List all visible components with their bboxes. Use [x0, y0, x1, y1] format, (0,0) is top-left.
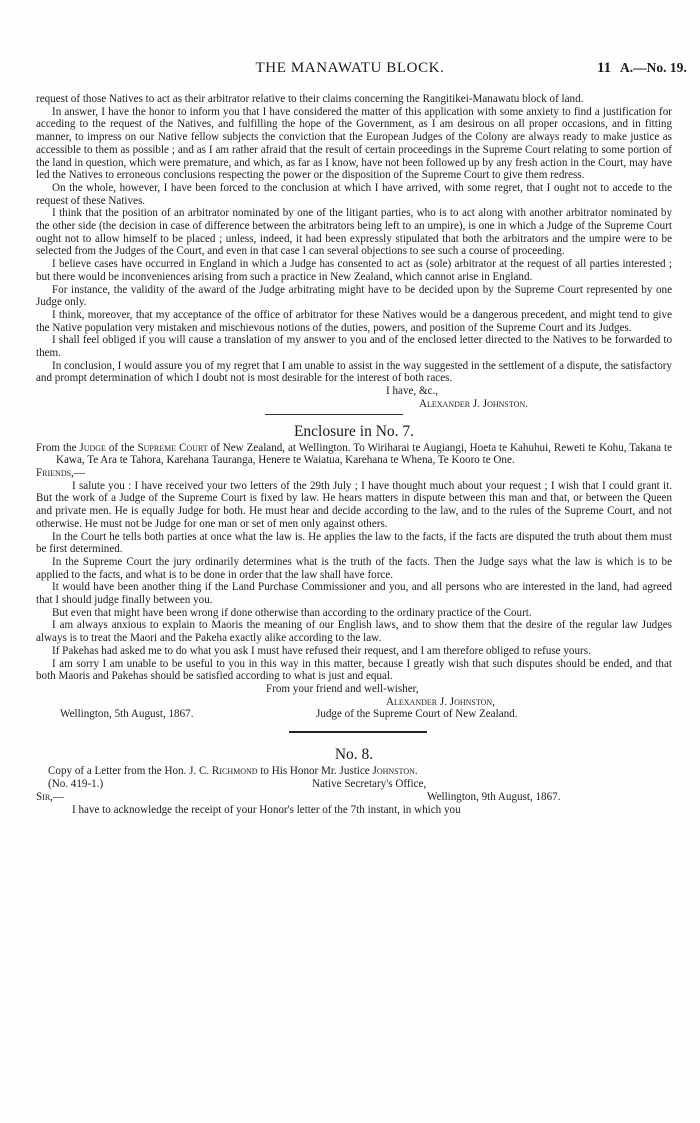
page-header: [0, 62, 700, 82]
enclosure-paragraph: It would have been another thing if the Land Purchase Commissioner and you, and all persons who are interested in the land, had agreed that I should judge finally between you.: [36, 581, 672, 607]
enclosure-paragraph: But even that might have been wrong if done otherwise than according to the ordinary practice of the Court.: [52, 606, 532, 619]
letter-continued: [36, 93, 672, 411]
enclosure-paragraph: I am sorry I am unable to be useful to you in this way in this matter, because I greatly wish that such disputes should be ended, and that both Maoris and Pakehas should be satisfied according to what is just and equal.: [36, 657, 672, 683]
copy-to-name: Johnston: [372, 765, 415, 778]
letter-paragraph: I think, moreover, that my acceptance of the office of arbitrator for these Natives would be a dangerous precedent, and might tend to give the Native population very mistaken and mischievous notions of the duties, powers, and position of the Supreme Court and its Judges.: [36, 308, 672, 334]
letter-signature: Alexander J. Johnston.: [419, 397, 528, 410]
letter-paragraph: On the whole, however, I have been forced to the conclusion at which I have arrived, with some regret, that I ought not to accede to the request of these Natives.: [36, 181, 672, 207]
copy-middle: to His Honor Mr. Justice: [257, 765, 373, 778]
letter-paragraph: I believe cases have occurred in England in which a Judge has consented to act as (sole) arbitrator at the request of all parties interested ; but there would be inconveniences arising from such a practice in New Zealand, which cannot arise in England.: [36, 258, 672, 283]
running-title: THE MANAWATU BLOCK.: [255, 60, 445, 76]
enclosure-signature: Alexander J. Johnston,: [386, 695, 495, 708]
no8-ref: (No. 419-1.): [48, 778, 104, 791]
no8-heading: No. 8.: [334, 746, 374, 764]
enclosure-place-date: Wellington, 5th August, 1867.: [60, 708, 194, 721]
page-body: [36, 93, 672, 817]
address-judge: Judge: [79, 441, 106, 454]
enclosure-paragraph: In the Court he tells both parties at once what the law is. He applies the law to the facts, if the facts are disputed the truth about them must be first determined.: [36, 530, 672, 556]
letter-paragraph: In answer, I have the honor to inform you that I have considered the matter of this application with some anxiety to find a justification for acceding to the request of the Natives, and fulfilling the hope of the Government, as I am desirous on all proper occasions, and in fitting manner, to impress on our Native fellow subjects the conviction that the European Judges of the Colony are always ready to make justice as accessible to them as possible ; and as I am rather afraid that the result of certain proceedings in the Supreme Court relating to some portion of the land in question, which were premature, and which, as far as I know, have not been followed up by any fresh action in the Court, may have led the Natives to erroneous conclusions respecting the power or the disposition of the Supreme Court to give them redress.: [36, 105, 672, 182]
letter-closing: I have, &c.,: [386, 385, 439, 398]
document-reference: A.—No. 19.: [620, 60, 687, 75]
address-from: From the: [36, 441, 80, 454]
enclosure-paragraph: I am always anxious to explain to Maoris the meaning of our English laws, and to show them that the desire of the regular law Judges always is to treat the Maori and the Pakeha exactly alike according to the law.: [36, 619, 672, 645]
address-of: of the: [105, 441, 138, 454]
letter-paragraph: request of those Natives to act as their arbitrator relative to their claims concerning the Rangitikei-Manawatu block of land.: [36, 93, 584, 105]
no8-office: Native Secretary's Office,: [312, 778, 427, 791]
address-recipients: of New Zealand, at Wellington. To Wiriharai te Augiangi, Hoeta te Kahuhui, Reweti te Kohu, Takana te Kawa, Te Ara te Tahora, Karehana Tauranga, Henere te Waiatua, Karehana te Whena, Te Kooro te One.: [56, 441, 672, 467]
no8-first-line: I have to acknowledge the receipt of your Honor's letter of the 7th instant, in which you: [72, 804, 461, 817]
enclosure-salutation: Friends,—: [36, 466, 85, 479]
address-court: Supreme Court: [137, 441, 208, 454]
section-divider-thick: [289, 731, 427, 733]
enclosure-section: [36, 422, 672, 722]
no8-ref-row: [36, 778, 672, 791]
letter-paragraph: I think that the position of an arbitrator nominated by one of the litigant parties, who is to act along with another arbitrator nominated by the other side (the decision in case of difference between the arbitrators being left to an umpire), is one in which a Judge of the Supreme Court ought not to allow himself to be placed ; unless, indeed, it had been expressly stipulated that both the arbitrators and the umpire were to be selected from the Judges of the Court, and even in that case I can several objections to see such a course of proceeding.: [36, 207, 672, 258]
page-number: 11: [597, 60, 612, 76]
no8-salutation: Sir,—: [36, 791, 65, 804]
section-divider: [265, 414, 403, 415]
enclosure-paragraph: In the Supreme Court the jury ordinarily determines what is the truth of the facts. Then the Judge says what the law is which is to be applied to the facts, and what is to be done in order that the law shall have force.: [36, 555, 672, 581]
enclosure-address: [36, 442, 672, 467]
enclosure-paragraph: I salute you : I have received your two letters of the 29th July ; I have thought much about your request ; I wish that I could grant it. But the work of a Judge of the Supreme Court is fixed by law. He hears matters in dispute between this man and that, or between the Queen and private men. He is equally Judge for both. He must hear and decide according to the law, and to the rules of the Supreme Court, and not otherwise. He must not be Judge for one man or set of men only against others.: [36, 479, 672, 530]
letter-paragraph: I shall feel obliged if you will cause a translation of my answer to you and of the enclosed letter directed to the Natives to be forwarded to them.: [36, 334, 672, 360]
no8-section: [36, 745, 672, 816]
no8-place-date: Wellington, 9th August, 1867.: [427, 791, 561, 804]
enclosure-judge-title: Judge of the Supreme Court of New Zealand.: [316, 708, 518, 721]
no8-copy-line: [36, 765, 672, 778]
enclosure-heading: Enclosure in No. 7.: [293, 422, 415, 440]
enclosure-paragraph: If Pakehas had asked me to do what you ask I must have refused their request, and I am therefore obliged to refuse yours.: [52, 644, 591, 657]
copy-suffix: .: [414, 765, 418, 778]
no8-salutation-row: [36, 791, 672, 804]
enclosure-closing: From your friend and well-wisher,: [266, 682, 419, 695]
copy-prefix: Copy of a Letter from the Hon. J. C.: [48, 765, 212, 778]
copy-from-name: Richmond: [211, 765, 258, 778]
enclosure-footer-row: [36, 708, 672, 721]
letter-paragraph: For instance, the validity of the award of the Judge arbitrating might have to be decided upon by the Supreme Court represented by one Judge only.: [36, 283, 672, 309]
letter-paragraph: In conclusion, I would assure you of my regret that I am unable to assist in the way suggested in the settlement of a dispute, the satisfactory and prompt determination of which I doubt not is most desirable for the interest of both races.: [36, 359, 672, 385]
